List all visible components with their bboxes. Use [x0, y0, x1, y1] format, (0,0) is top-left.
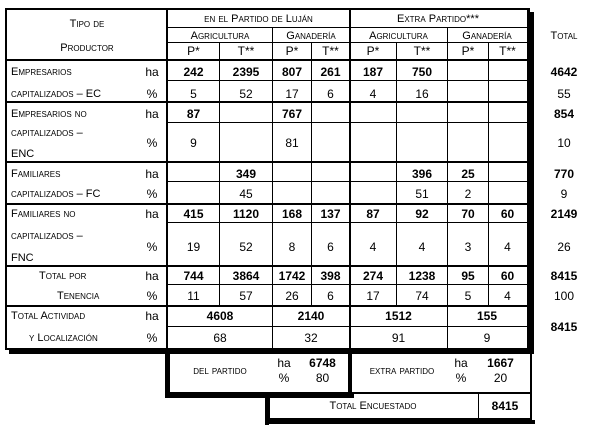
- row-3-label-1: Familiares: [11, 167, 61, 180]
- row-5-ha-col-9: 8415: [550, 268, 578, 283]
- summary-extra-unit-ha: ha: [454, 355, 468, 370]
- header-gana-lujan: Ganadería: [286, 29, 336, 42]
- row-4-ha-col-8: 60: [500, 206, 515, 221]
- header-group-extra: Extra Partido***: [397, 12, 479, 25]
- actividad-pct-agri-lujan: 68: [213, 330, 227, 345]
- row-2-unit-pct: %: [146, 135, 158, 150]
- row-5-pct-col-8: 4: [504, 288, 511, 303]
- row-4-pct-col-4: 6: [327, 239, 334, 254]
- row-1-ha-col-6: 750: [411, 64, 433, 79]
- actividad-total: 8415: [550, 319, 578, 334]
- grid-h-mid-3: [166, 181, 530, 182]
- summary-partido-ha: 6748: [309, 355, 336, 370]
- row-1-ha-col-8: [489, 64, 526, 80]
- row-3-pct-col-6: 51: [415, 186, 429, 201]
- grid-v-act-3: [447, 306, 448, 350]
- grid-h-row-1: [5, 101, 530, 103]
- row-3-pct-col-5: [350, 186, 396, 202]
- row-5-pct-col-6: 74: [415, 288, 429, 303]
- row-5-ha-col-2: 3864: [232, 268, 260, 283]
- grid-h-row-4: [5, 265, 530, 267]
- row-5-ha-col-6: 1238: [408, 268, 436, 283]
- row-4-unit-ha: ha: [145, 206, 159, 221]
- row-2-ha-col-7: [448, 106, 488, 122]
- header-total: Total: [550, 29, 578, 42]
- summary-encuestado-value: 8415: [491, 398, 519, 413]
- row-2-ha-col-5: [350, 106, 396, 122]
- summary-extra-unit-pct: %: [455, 370, 467, 385]
- actividad-pct-gana-lujan: 32: [304, 330, 318, 345]
- row-4-pct-col-5: 4: [369, 239, 377, 254]
- row-1-label-2: capitalizados – EC: [11, 87, 102, 100]
- row-4-pct-col-7: 3: [464, 239, 472, 254]
- summary-extra-ha: 1667: [487, 355, 514, 370]
- row-4-pct-col-3: 8: [288, 239, 296, 254]
- grid-h-header: [5, 59, 530, 61]
- grid-h-mid-5: [166, 284, 530, 285]
- row-5-pct-col-3: 26: [285, 288, 299, 303]
- header-t-col-2: T**: [237, 43, 255, 58]
- header-p-col-7: P*: [461, 43, 475, 58]
- header-p-col-5: P*: [366, 43, 380, 58]
- row-4-ha-col-1: 415: [183, 206, 204, 221]
- row-1-pct-col-4: 6: [327, 86, 334, 101]
- header-t-col-6: T**: [413, 43, 431, 58]
- summary-extra-label: extra partido: [369, 364, 435, 377]
- summary-partido-label: del partido: [193, 364, 247, 377]
- row-2-ha-col-3: 767: [281, 106, 303, 121]
- row-5-pct-col-9: 100: [553, 288, 575, 303]
- row-3-ha-col-9: 770: [553, 166, 575, 181]
- row-4-ha-col-5: 87: [366, 206, 380, 221]
- row-5-label-2: Tenencia: [57, 289, 100, 302]
- summary-partido-unit-pct: %: [278, 370, 290, 385]
- grid-h-row-3: [5, 203, 530, 205]
- header-t-col-8: T**: [499, 43, 516, 58]
- row-4-ha-col-3: 168: [281, 206, 303, 221]
- summary-encuestado-label: Total Encuestado: [329, 399, 417, 412]
- actividad-ha-agri-lujan: 4608: [206, 308, 234, 323]
- row-5-pct-col-5: 17: [366, 288, 380, 303]
- row-3-ha-col-1: [168, 166, 219, 182]
- header-tipo-line1: Tipo de: [69, 17, 105, 30]
- row-3-ha-col-5: [350, 166, 396, 182]
- row-2-pct-col-7: [448, 135, 488, 151]
- row-2-pct-col-6: [397, 135, 447, 151]
- header-agri-extra: Agricultura: [369, 29, 428, 42]
- grid-v-act-2: [349, 306, 351, 350]
- row-1-ha-col-7: [448, 64, 488, 80]
- row-5-ha-col-5: 274: [362, 268, 384, 283]
- row-1-pct-col-5: 4: [369, 86, 377, 101]
- actividad-ha-gana-extra: 155: [476, 308, 498, 323]
- row-3-label-2: capitalizados – FC: [11, 187, 101, 200]
- row-1-pct-col-1: 5: [190, 86, 197, 101]
- row-2-ha-col-1: 87: [186, 106, 201, 121]
- row-5-pct-col-2: 57: [239, 288, 253, 303]
- row-5-ha-col-8: 60: [500, 268, 515, 283]
- row-1-pct-col-7: [448, 86, 488, 102]
- row-2-ha-col-2: [220, 106, 272, 122]
- row-2-label-2: capitalizados –: [11, 126, 83, 139]
- actividad-pct-gana-extra: 9: [483, 330, 491, 345]
- grid-v-group: [349, 8, 351, 308]
- row-2-pct-col-9: 10: [557, 135, 571, 150]
- row-2-ha-col-9: 854: [553, 106, 575, 121]
- grid-h-mid-act: [166, 326, 527, 327]
- row-3-ha-col-7: 25: [461, 166, 475, 181]
- row-5-ha-col-3: 1742: [278, 268, 306, 283]
- summary-partido-unit-ha: ha: [277, 355, 291, 370]
- header-tipo-line2: Productor: [60, 41, 114, 54]
- row-3-pct-col-9: 9: [560, 186, 568, 201]
- row-2-pct-col-3: 81: [285, 135, 299, 150]
- row-1-unit-ha: ha: [145, 64, 159, 79]
- row-5-unit-ha: ha: [145, 268, 159, 283]
- row-2-ha-col-4: [312, 106, 349, 122]
- row-4-pct-col-6: 4: [418, 239, 426, 254]
- row-4-label-2: capitalizados –: [11, 229, 83, 242]
- actividad-unit-ha: ha: [145, 308, 159, 323]
- row-4-unit-pct: %: [146, 239, 158, 254]
- actividad-ha-agri-extra: 1512: [385, 308, 412, 323]
- header-gana-extra: Ganadería: [462, 29, 512, 42]
- row-5-ha-col-4: 398: [320, 268, 341, 283]
- row-1-ha-col-4: 261: [320, 64, 341, 79]
- row-2-pct-col-8: [489, 135, 526, 151]
- header-p-col-1: P*: [187, 43, 200, 58]
- row-2-pct-col-2: [220, 135, 272, 151]
- row-4-label-1: Familiares no: [11, 207, 76, 220]
- actividad-unit-pct: %: [146, 330, 158, 345]
- row-3-pct-col-1: [168, 186, 219, 202]
- row-2-unit-ha: ha: [145, 106, 159, 121]
- header-t-col-4: T**: [322, 43, 339, 58]
- row-1-label-1: Empresarios: [11, 65, 72, 78]
- summary-encuestado-divider: [478, 392, 479, 420]
- grid-v-act-1: [272, 306, 273, 350]
- row-2-label-3: ENC: [11, 147, 35, 160]
- row-2-pct-col-4: [312, 135, 349, 151]
- row-1-pct-col-8: [489, 86, 526, 102]
- row-1-pct-col-2: 52: [239, 86, 253, 101]
- row-2-ha-col-6: [397, 106, 447, 122]
- row-4-ha-col-2: 1120: [232, 206, 260, 221]
- row-5-ha-col-1: 744: [183, 268, 204, 283]
- summary-encuestado-shadow-bottom: [265, 420, 535, 424]
- row-5-pct-col-4: 6: [327, 288, 334, 303]
- row-3-ha-col-6: 396: [411, 166, 433, 181]
- row-1-ha-col-3: 807: [281, 64, 303, 79]
- row-1-ha-col-1: 242: [183, 64, 204, 79]
- row-3-pct-col-3: [273, 186, 311, 202]
- grid-h-mid-2: [166, 122, 530, 123]
- actividad-label2: y Localización: [29, 331, 98, 344]
- row-1-pct-col-9: 55: [557, 86, 571, 101]
- row-4-ha-col-9: 2149: [550, 206, 578, 221]
- row-3-pct-col-2: 45: [239, 186, 253, 201]
- header-group-lujan: en el Partido de Luján: [204, 12, 313, 25]
- grid-h-mid-4: [166, 222, 530, 223]
- actividad-pct-agri-extra: 91: [391, 330, 406, 345]
- row-3-ha-col-4: [312, 166, 349, 182]
- row-3-unit-pct: %: [146, 186, 158, 201]
- row-5-ha-col-7: 95: [461, 268, 475, 283]
- summary-extra-pct: 20: [493, 370, 508, 385]
- row-1-ha-col-2: 2395: [232, 64, 260, 79]
- row-4-ha-col-6: 92: [415, 206, 429, 221]
- actividad-label1: Total Actividad: [11, 309, 86, 322]
- row-3-ha-col-3: [273, 166, 311, 182]
- grid-h-group: [166, 27, 527, 28]
- grid-h-mid-1: [166, 80, 530, 81]
- row-4-pct-col-2: 52: [239, 239, 253, 254]
- row-4-pct-col-8: 4: [504, 239, 511, 254]
- row-3-pct-col-4: [312, 186, 349, 202]
- actividad-ha-gana-lujan: 2140: [297, 308, 325, 323]
- grid-h-sub: [166, 42, 527, 43]
- grid-h-row-2: [5, 161, 530, 163]
- row-1-ha-col-5: 187: [362, 64, 384, 79]
- row-5-label-1: Total por: [39, 269, 87, 282]
- row-4-pct-col-1: 19: [186, 239, 201, 254]
- row-4-ha-col-4: 137: [320, 206, 341, 221]
- row-1-pct-col-6: 16: [415, 86, 429, 101]
- row-1-unit-pct: %: [146, 86, 158, 101]
- row-3-ha-col-2: 349: [235, 166, 257, 181]
- row-2-ha-col-8: [489, 106, 526, 122]
- summary-partido-pct: 80: [315, 370, 330, 385]
- row-2-pct-col-1: 9: [190, 135, 197, 150]
- row-3-unit-ha: ha: [145, 166, 159, 181]
- row-5-unit-pct: %: [146, 288, 158, 303]
- row-2-pct-col-5: [350, 135, 396, 151]
- grid-h-total-tenencia: [5, 305, 530, 307]
- row-3-pct-col-7: 2: [464, 186, 472, 201]
- row-4-ha-col-7: 70: [461, 206, 475, 221]
- row-5-pct-col-1: 11: [187, 288, 200, 303]
- row-3-ha-col-8: [489, 166, 526, 182]
- row-4-pct-col-9: 26: [557, 239, 571, 254]
- summary-partido-shadow-left: [165, 350, 169, 398]
- row-1-ha-col-9: 4642: [550, 64, 578, 79]
- header-p-col-3: P*: [285, 43, 299, 58]
- header-agri-lujan: Agricultura: [190, 29, 250, 42]
- row-3-pct-col-8: [489, 186, 526, 202]
- row-1-pct-col-3: 17: [285, 86, 299, 101]
- row-5-pct-col-7: 5: [464, 288, 472, 303]
- row-4-label-3: FNC: [11, 251, 34, 264]
- row-2-label-1: Empresarios no: [11, 107, 87, 120]
